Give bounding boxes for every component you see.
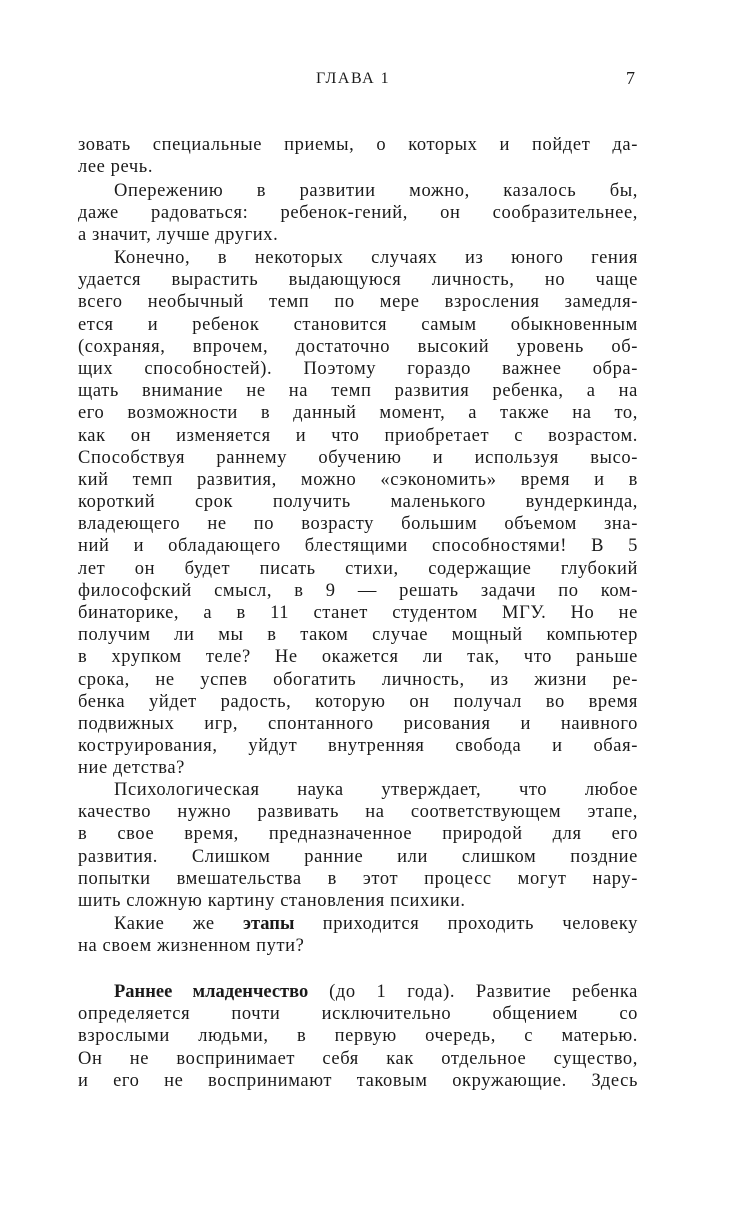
- text-line: всего необычный темп по мере взросления замедля-: [78, 292, 638, 313]
- text-line: Он не воспринимает себя как отдельное существо,: [78, 1048, 638, 1069]
- text-line: [78, 913, 638, 935]
- paragraph-2: [78, 180, 638, 247]
- text-line: на своем жизненном пути?: [78, 936, 305, 957]
- page-number: 7: [626, 68, 635, 88]
- text-line: попытки вмешательства в этот процесс могут нару-: [78, 868, 638, 889]
- text-run: (до 1 года). Развитие ребенка: [308, 982, 638, 1002]
- text-line: ний и обладающего блестящими способностями! В 5: [78, 536, 638, 557]
- paragraph-5: [78, 913, 638, 957]
- running-header: ГЛАВА 1: [316, 70, 391, 87]
- text-line: его возможности в данный момент, а также на то,: [78, 403, 638, 424]
- text-line: срока, не успев обогатить личность, из жизни ре-: [78, 669, 638, 690]
- text-line: короткий срок получить маленького вундеркинда,: [78, 492, 638, 513]
- text-line: развития. Слишком ранние или слишком поздние: [78, 846, 638, 867]
- text-line: щих способностей). Поэтому гораздо важнее обра-: [78, 358, 638, 379]
- text-run: приходится проходить человеку: [294, 914, 638, 934]
- paragraph-6: [78, 981, 638, 1092]
- text-line: и его не воспринимают таковым окружающие. Здесь: [78, 1070, 638, 1091]
- text-line: определяется почти исключительно общением со: [78, 1004, 638, 1025]
- text-line: владеющего не по возрасту большим объемом зна-: [78, 514, 638, 535]
- text-line: в свое время, предназначенное природой для его: [78, 824, 638, 845]
- text-line: зовать специальные приемы, о которых и пойдет да-: [78, 135, 638, 155]
- text-line: лее речь.: [78, 157, 154, 178]
- text-line: лет он будет писать стихи, содержащие глубокий: [78, 558, 638, 579]
- text-line: в хрупком теле? Не окажется ли так, что раньше: [78, 647, 638, 668]
- text-line: Опережению в развитии можно, казалось бы,: [114, 181, 638, 201]
- paragraph-4: [78, 779, 638, 912]
- paragraph-3: [78, 247, 638, 780]
- section-heading-term: Раннее младенчество: [114, 982, 309, 1002]
- text-line: как он изменяется и что приобретает с возрастом.: [78, 425, 638, 446]
- bold-term: этапы: [242, 914, 295, 934]
- text-line: а значит, лучше других.: [78, 225, 279, 246]
- text-line: удается вырастить выдающуюся личность, но чаще: [78, 270, 638, 291]
- text-line: кий темп развития, можно «сэкономить» время и в: [78, 469, 638, 490]
- paragraph-1: [78, 134, 638, 178]
- text-line: взрослыми людьми, в первую очередь, с матерью.: [78, 1026, 638, 1047]
- text-line: щать внимание не на темп развития ребенка, а на: [78, 381, 638, 402]
- text-line: [78, 981, 638, 1003]
- text-line: ние детства?: [78, 758, 185, 779]
- text-line: качество нужно развивать на соответствующем этапе,: [78, 802, 638, 823]
- text-line: коструирования, уйдут внутренняя свобода и обая-: [78, 736, 638, 757]
- text-line: подвижных игр, спонтанного рисования и наивного: [78, 713, 638, 734]
- text-line: бинаторике, а в 11 станет студентом МГУ. Но не: [78, 603, 638, 623]
- text-run: Какие же: [114, 914, 243, 934]
- text-line: Психологическая наука утверждает, что любое: [114, 780, 638, 800]
- text-line: шить сложную картину становления психики.: [78, 890, 466, 911]
- text-line: получим ли мы в таком случае мощный компьютер: [78, 625, 638, 646]
- text-line: философский смысл, в 9 — решать задачи по ком-: [78, 580, 638, 601]
- text-line: даже радоваться: ребенок-гений, он сообразительнее,: [78, 203, 638, 224]
- text-line: Конечно, в некоторых случаях из юного гения: [114, 248, 638, 268]
- text-line: бенка уйдет радость, которую он получал во время: [78, 691, 638, 712]
- text-line: ется и ребенок становится самым обыкновенным: [78, 314, 638, 335]
- text-line: Способствуя раннему обучению и используя высо-: [78, 447, 638, 468]
- text-line: (сохраняя, впрочем, достаточно высокий уровень об-: [78, 336, 638, 357]
